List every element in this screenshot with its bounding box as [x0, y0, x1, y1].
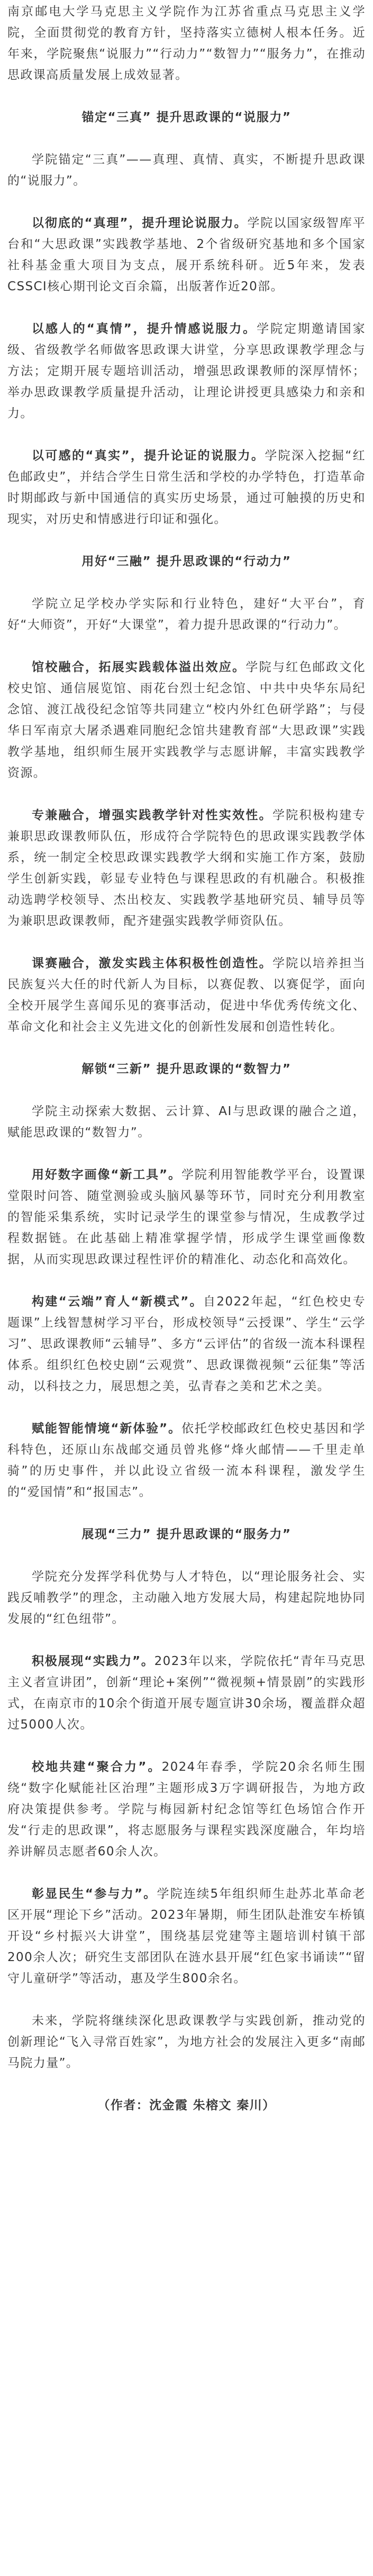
closing-paragraph: [7, 2010, 366, 2074]
paragraph-text: 学院锚定“三真”——真理、真情、真实，不断提升思政课的“说服力”。: [7, 153, 366, 188]
section-heading: 锚定“三真” 提升思政课的“说服力”: [81, 111, 292, 124]
paragraph-lead: 用好数字画像“新工具”。: [32, 1168, 181, 1182]
paragraph-lead: 以感人的“真情”，提升情感说服力。: [32, 322, 257, 336]
paragraph-lead: 积极展现“实践力”。: [32, 1654, 154, 1668]
paragraph-text: 学院以国家级智库平台和“大思政课”实践教学基地、2个省级研究基地和多个国家社科基金重大项目为支点，展开系统科研。近5年来，发表CSSCI核心期刊论文百余篇，出版著作近20部。: [7, 216, 366, 293]
paragraph-lead: 专兼融合，增强实践教学针对性实效性。: [32, 808, 272, 822]
paragraph-text: 学院深入挖掘“红色邮政史”，并结合学生日常生活和学校的办学特色，打造革命时期邮政与新中国通信的真实历史场景，通过可触摸的历史和现实，对历史和情感进行印证和强化。: [7, 449, 366, 526]
paragraph-text: 学院与红色邮政文化校史馆、通信展览馆、雨花台烈士纪念馆、中共中央华东局纪念馆、渡江战役纪念馆等共同建立“校内外红色研学路”；与侵华日军南京大屠杀遇难同胞纪念馆共建教育部“大思政课”实践教学基地，组织师生展开实践教学与志愿讲解，丰富实践教学资源。: [7, 660, 366, 780]
paragraph-text: 学院利用智能教学平台，设置课堂限时问答、随堂测验或头脑风暴等环节，同时充分利用教室的智能采集系统，实时记录学生的课堂参与情况，生成教学过程数据链。在此基础上精准掌握学情，形成学生课堂画像数据，从而实现思政课过程性评价的精准化、动态化和高效化。: [7, 1168, 366, 1266]
section-paragraph: [7, 1566, 366, 1630]
paragraph-lead: 构建“云端”育人“新模式”。: [32, 1295, 203, 1309]
section-paragraph: [7, 953, 366, 1037]
author-credit: （作者：沈金霞 朱榕文 秦川）: [97, 2099, 276, 2112]
paragraph-text: 2023年以来，学院依托“青年马克思主义者宣讲团”，创新“理论+案例”“微视频+情景剧”的实践形式，在南京市的10余个街道开展专题宣讲30余场，覆盖群众超过5000人次。: [7, 1654, 366, 1732]
paragraph-lead: 以彻底的“真理”，提升理论说服力。: [32, 216, 248, 230]
paragraph-text: 2024年春季，学院20余名师生围绕“数字化赋能社区治理”主题形成3万字调研报告，为地方政府决策提供参考。学院与梅园新村纪念馆等红色场馆合作开发“行走的思政课”，将志愿服务与课程实践深度融合，年均培养讲解员志愿者60余人次。: [7, 1760, 366, 1859]
section-paragraph: [7, 213, 366, 297]
section-paragraph: [7, 1164, 366, 1270]
section-heading: 展现“三力” 提升思政课的“服务力”: [81, 1528, 292, 1541]
section-paragraph: [7, 1883, 366, 1989]
section-paragraph: [7, 1291, 366, 1397]
paragraph-lead: 馆校融合，拓展实践载体溢出效应。: [32, 660, 246, 674]
section-paragraph: [7, 1756, 366, 1862]
paragraph-text: 学院主动探索大数据、云计算、AI与思政课的融合之道，赋能思政课的“数智力”。: [7, 1105, 366, 1139]
paragraph-text: 依托学校邮政红色校史基因和学科特色，还原山东战邮交通员曾兆修“烽火邮情——千里走单骑”的历史事件，并以此设立省级一流本科课程，激发学生的“爱国情”和“报国志”。: [7, 1422, 366, 1499]
section-paragraph: [7, 1418, 366, 1503]
paragraph-text: 自2022年起，“红色校史专题课”上线智慧树学习平台，形成校领导“云授课”、学生“云学习”、思政课教师“云辅导”、多方“云评估”的省级一流本科课程体系。组织红色校史剧“云观赏”、思政课微视频“云征集”等活动，以科技之力，展思想之美，弘青春之美和艺术之美。: [7, 1295, 366, 1393]
paragraph-text: 学院以培养担当民族复兴大任的时代新人为目标，以赛促教、以赛促学，面向全校开展学生喜闻乐见的赛事活动，促进中华优秀传统文化、革命文化和社会主义先进文化的创新性发展和创造性转化。: [7, 956, 366, 1034]
section-heading: 解锁“三新” 提升思政课的“数智力”: [81, 1062, 292, 1076]
paragraph-text: 学院充分发挥学科优势与人才特色，以“理论服务社会、实践反哺教学”的理念，主动融入地方发展大局，构建起院地协同发展的“红色纽带”。: [7, 1570, 366, 1626]
paragraph-text: 学院立足学校办学实际和行业特色，建好“大平台”，育好“大师资”，开好“大课堂”，着力提升思政课的“行动力”。: [7, 597, 366, 632]
paragraph-lead: 以可感的“真实”，提升论证的说服力。: [32, 449, 265, 463]
section-paragraph: [7, 657, 366, 784]
section-heading: 用好“三融” 提升思政课的“行动力”: [81, 555, 292, 568]
section-paragraph: [7, 805, 366, 932]
article: [0, 1, 373, 2116]
section-paragraph: [7, 318, 366, 424]
paragraph-lead: 彰显民生“参与力”。: [32, 1887, 157, 1901]
paragraph-lead: 校地共建“聚合力”。: [32, 1760, 162, 1774]
paragraph-lead: 课赛融合，激发实践主体积极性创造性。: [32, 956, 272, 970]
paragraph-text: 学院定期邀请国家级、省级教学名师做客思政课大讲堂，分享思政课教学理念与方法；定期开展专题培训活动，增强思政课教师的深厚情怀；举办思政课教学质量提升活动，让理论讲授更具感染力和亲和力。: [7, 322, 366, 420]
section-paragraph: [7, 593, 366, 636]
section-paragraph: [7, 1101, 366, 1143]
paragraph-text: 学院连续5年组织师生赴苏北革命老区开展“理论下乡”活动。2023年暑期，师生团队赴淮安车桥镇开设“乡村振兴大讲堂”，围绕基层党建等主题培训村镇干部200余人次；研究生支部团队在涟水县开展“红色家书诵读”“留守儿童研学”等活动，惠及学生800余名。: [7, 1887, 366, 1985]
paragraph-text: 未来，学院将继续深化思政课教学与实践创新，推动党的创新理论“飞入寻常百姓家”，为地方社会的发展注入更多“南邮马院力量”。: [7, 2014, 366, 2070]
section-paragraph: [7, 1651, 366, 1735]
paragraph-text: 学院积极构建专兼职思政课教师队伍，形成符合学院特色的思政课实践教学体系，统一制定全校思政课实践教学大纲和实施工作方案，鼓励学生创新实践，彰显专业特色与课程思政的有机融合。积极推动选聘学校领导、杰出校友、实践教学基地研究员、辅导员等为兼职思政课教师，配齐建强实践教学师资队伍。: [7, 808, 366, 928]
paragraph-lead: 赋能智能情境“新体验”。: [32, 1422, 181, 1436]
section-paragraph: [7, 445, 366, 530]
intro-paragraph: 南京邮电大学马克思主义学院作为江苏省重点马克思主义学院，全面贯彻党的教育方针，坚持落实立德树人根本任务。近年来，学院聚焦“说服力”“行动力”“数智力”“服务力”，在推动思政课高质量发展上成效显著。: [7, 5, 366, 82]
section-paragraph: [7, 149, 366, 191]
